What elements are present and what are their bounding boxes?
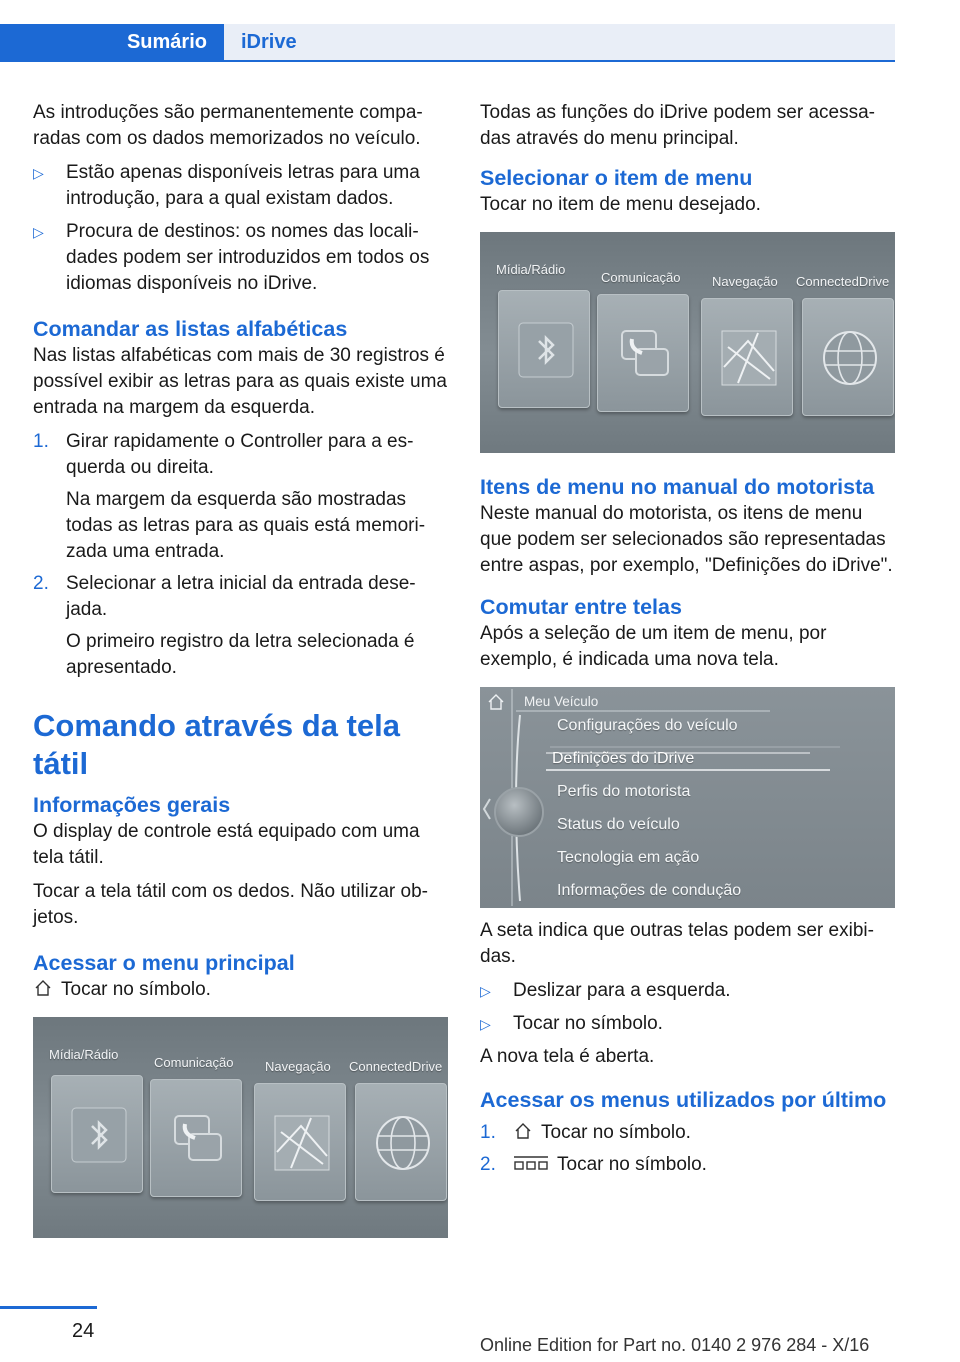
triangle-bullet-icon: ▷ [480,1016,491,1032]
page-number: 24 [72,1320,95,1342]
menu-item[interactable]: Tecnologia em ação [557,849,700,866]
step-number: 1. [33,431,49,452]
step-number: 2. [480,1154,496,1175]
media-tile[interactable] [51,1075,143,1193]
bluetooth-icon [515,319,577,381]
category-label: Comunicação [601,270,681,285]
triangle-bullet-icon: ▷ [33,165,44,181]
heading-menu-principal: Acessar o menu principal [33,951,295,975]
globe-icon [819,327,881,389]
communication-tile[interactable] [597,294,689,412]
paragraph: As introduções são permanentemente comparadas com os dados memorizados no veículo. [33,102,423,149]
menu-item[interactable]: Status do veículo [557,816,680,833]
paragraph: Todas as funções do iDrive podem ser acessadas através do menu principal. [480,102,875,149]
category-label: Mídia/Rádio [49,1047,119,1062]
menu-item-selected[interactable]: Definições do iDrive [552,750,695,767]
edition-note: Online Edition for Part no. 0140 2 976 284 - X/16 [480,1335,870,1355]
heading-comutar: Comutar entre telas [480,595,682,619]
globe-icon [372,1112,434,1174]
bullet-item: ▷ Deslizar para a esquerda. [480,978,895,1004]
heading-itens: Itens de menu no manual do motorista [480,475,875,499]
bullet-item: ▷ Estão apenas disponíveis letras para uma introdução, para a qual existam dados. [33,162,420,209]
map-icon [718,327,780,389]
connecteddrive-tile[interactable] [802,298,894,416]
footer-rule [0,1306,97,1309]
left-column [33,100,448,1248]
category-label: Navegação [265,1059,331,1074]
numbered-item: 2. Tocar no símbolo. [480,1152,895,1178]
menu-title: Meu Veículo [524,694,599,709]
navigation-tile[interactable] [254,1083,346,1201]
main-menu-screen [33,1017,448,1238]
right-column [480,100,895,1184]
heading-ultimo: Acessar os menus utilizados por último [480,1088,887,1112]
paragraph: Nas listas alfabéticas com mais de 30 registros é possível exibir as letras para as quais existe uma entrada na margem da esquerda. [33,345,447,418]
paragraph: Neste manual do motorista, os itens de menu que podem ser selecionados são representadas entre aspas, por exemplo, "Definições do iDrive". [480,503,893,576]
navigation-tile[interactable] [701,298,793,416]
controller-knob [494,787,544,837]
media-tile[interactable] [498,290,590,408]
home-icon [33,978,53,998]
numbered-item: 1. Girar rapidamente o Controller para a esquerda ou direita. Na margem da esquerda são mostradas todas as letras para as quais está memorizada uma entrada. [33,431,426,562]
phone-chat-icon [167,1108,229,1170]
tab-idrive[interactable]: iDrive [224,24,895,60]
connecteddrive-tile[interactable] [355,1083,447,1201]
tab-sumario[interactable]: Sumário [0,24,224,60]
paragraph: A nova tela é aberta. [480,1046,655,1067]
paragraph: Tocar a tela tátil com os dedos. Não utilizar objetos. [33,881,428,928]
heading-selecionar: Selecionar o item de menu [480,166,753,190]
triangle-bullet-icon: ▷ [33,224,44,240]
category-label: Navegação [712,274,778,289]
category-label: Mídia/Rádio [496,262,566,277]
menu-item[interactable]: Informações de condução [557,882,742,899]
header-rule [0,60,895,62]
menu-item[interactable]: Configurações do veículo [557,717,738,734]
numbered-item: 1. Tocar no símbolo. [480,1120,895,1146]
category-label: Comunicação [154,1055,234,1070]
map-icon [271,1112,333,1174]
triangle-bullet-icon: ▷ [480,983,491,999]
bullet-item: ▷ Tocar no símbolo. [480,1011,895,1037]
paragraph: Tocar no símbolo. [33,977,448,1003]
category-label: ConnectedDrive [349,1059,443,1074]
paragraph: O display de controle está equipado com uma tela tátil. [33,821,420,868]
menu-item[interactable]: Perfis do motorista [557,783,691,800]
bluetooth-icon [68,1104,130,1166]
vehicle-menu-screen [480,687,895,908]
category-label: ConnectedDrive [796,274,890,289]
communication-tile[interactable] [150,1079,242,1197]
heading-informacoes: Informações gerais [33,793,231,817]
recent-menus-icon [513,1155,549,1173]
home-icon [513,1121,533,1141]
step-number: 2. [33,573,49,594]
paragraph: Tocar no item de menu desejado. [480,194,761,215]
page-header [0,24,895,62]
heading-listas: Comandar as listas alfabéticas [33,317,348,341]
bullet-item: ▷ Procura de destinos: os nomes das localidades podem ser introduzidos em todos os idiomas disponíveis no iDrive. [33,221,430,294]
phone-chat-icon [614,323,676,385]
paragraph: A seta indica que outras telas podem ser exibidas. [480,920,874,967]
heading-tela-tatil: Comando através da tela tátil [33,708,400,781]
step-number: 1. [480,1122,496,1143]
numbered-item: 2. Selecionar a letra inicial da entrada desejada. O primeiro registro da letra selecionada é apresentado. [33,573,416,678]
main-menu-screen-2 [480,232,895,453]
paragraph: Após a seleção de um item de menu, por exemplo, é indicada uma nova tela. [480,623,827,670]
